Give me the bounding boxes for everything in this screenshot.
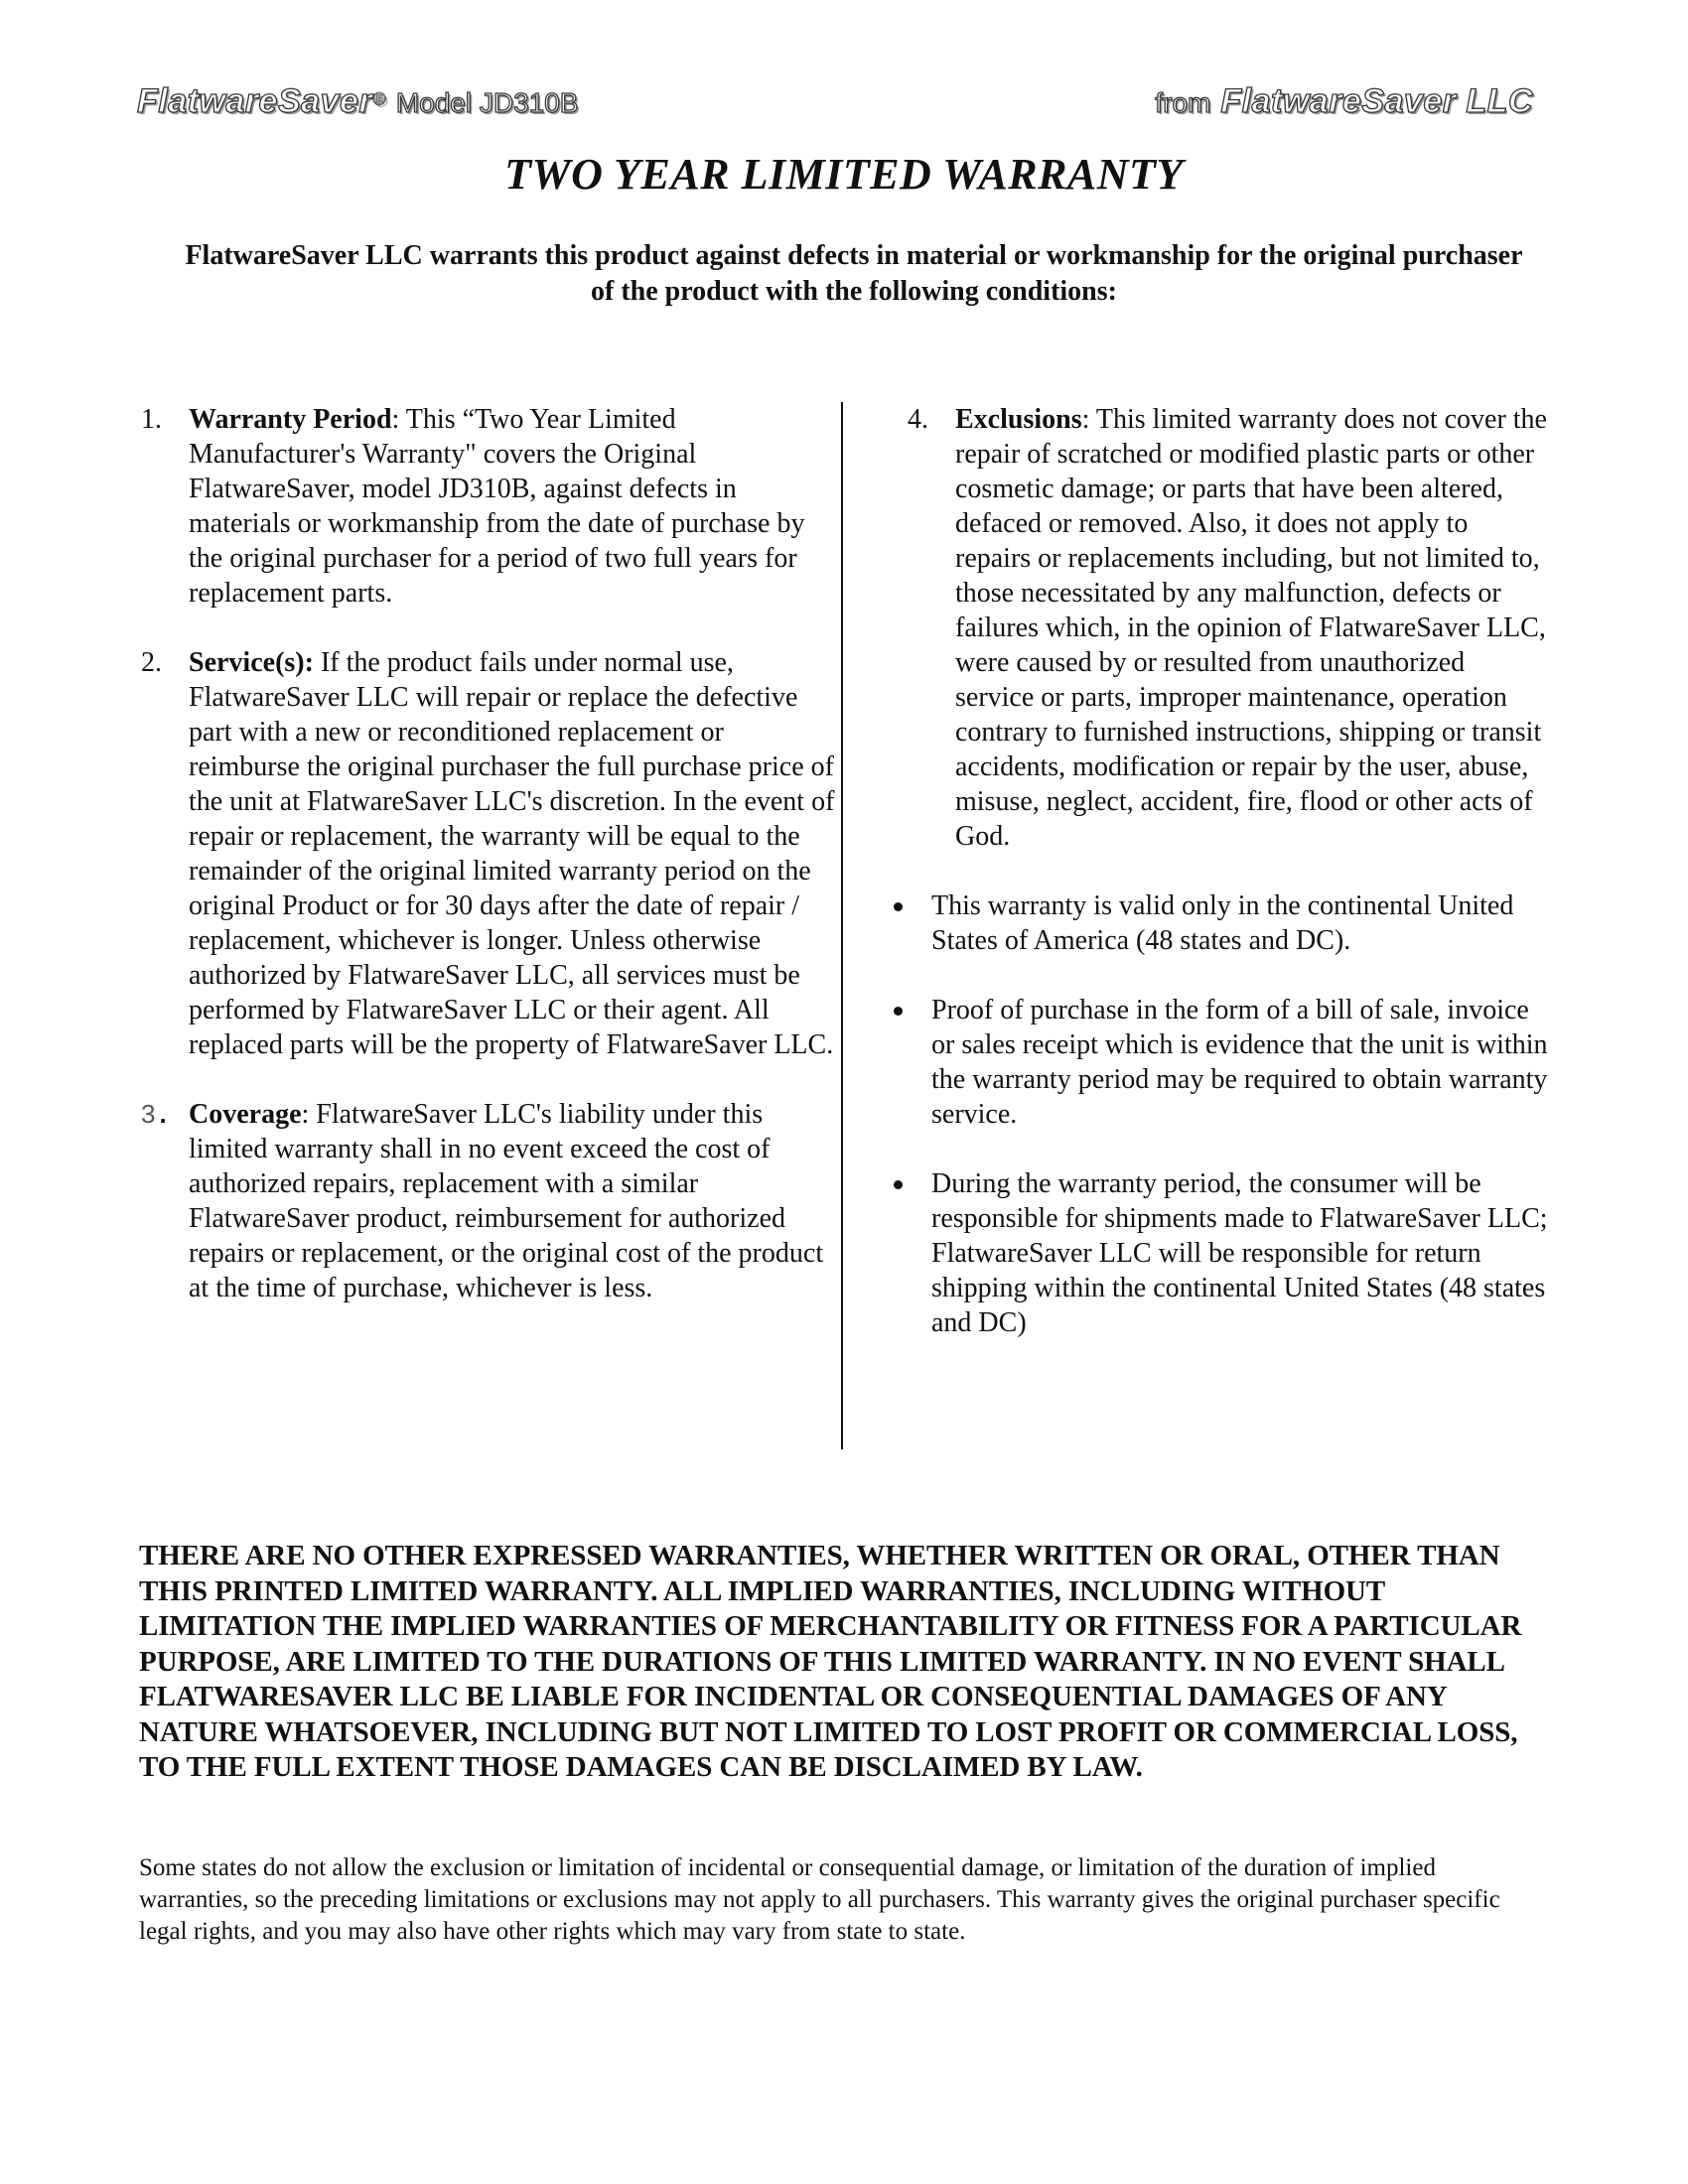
from-label: from	[1155, 87, 1211, 118]
column-divider	[841, 402, 843, 1449]
bullet-item-proof-of-purchase	[894, 993, 1549, 1132]
header-company	[1155, 81, 1533, 123]
header-brand-model	[137, 81, 578, 123]
item-label: Warranty Period	[189, 404, 392, 435]
item-label: Exclusions	[955, 404, 1082, 435]
bullet-text: Proof of purchase in the form of a bill of sale, invoice or sales receipt which is evidence that the unit is within the warranty period may be required to obtain warranty service.	[931, 995, 1548, 1130]
fine-print: Some states do not allow the exclusion or limitation of incidental or consequential damage, or limitation of the duration of implied warranties, so the preceding limitations or exclusions may not apply to all purchasers. This warranty gives the original purchaser specific legal rights, and you may also have other rights which may vary from state to state.	[139, 1854, 1500, 1945]
model-name: Model JD310B	[395, 87, 579, 118]
item-text: : This “Two Year Limited Manufacturer's Warranty" covers the Original FlatwareSaver, model JD310B, against defects in materials or workmanship from the date of purchase by the original purchaser for a period of two full years for replacement parts.	[189, 404, 805, 609]
condition-item-exclusions	[894, 402, 1549, 854]
item-number-period: .	[159, 1099, 171, 1129]
bullet-dot-icon	[894, 902, 903, 911]
item-number-digit: 3	[141, 1099, 160, 1129]
left-column	[141, 402, 836, 1340]
item-label: Service(s):	[189, 647, 314, 678]
item-label: Coverage	[189, 1099, 302, 1130]
condition-item-coverage	[141, 1097, 836, 1305]
item-number: 4.	[908, 404, 928, 435]
condition-item-warranty-period	[141, 402, 836, 611]
item-text: : FlatwareSaver LLC's liability under this limited warranty shall in no event exceed the cost of authorized repairs, replacement with a similar FlatwareSaver product, reimbursement for authorized repairs or replacement, or the original cost of the product at the time of purchase, whichever is less.	[189, 1099, 824, 1303]
item-number	[141, 1097, 171, 1132]
company-wordmark: FlatwareSaver LLC	[1220, 82, 1533, 120]
bullet-item-validity	[894, 888, 1549, 958]
bullet-text: During the warranty period, the consumer will be responsible for shipments made to FlatwareSaver LLC; FlatwareSaver LLC will be responsible for return shipping within the continental United States (48 states and DC)	[931, 1168, 1548, 1338]
page-title: TWO YEAR LIMITED WARRANTY	[504, 150, 1184, 199]
registered-mark: ®	[372, 89, 386, 109]
bullet-text: This warranty is valid only in the continental United States of America (48 states and DC).	[931, 890, 1514, 956]
bullet-dot-icon	[894, 1180, 903, 1189]
item-text: : This limited warranty does not cover the repair of scratched or modified plastic parts or other cosmetic damage; or parts that have been altered, defaced or removed. Also, it does not apply to repairs or replacements including, but not limited to, those necessitated by any malfunction, defects or failures which, in the opinion of FlatwareSaver LLC, were caused by or resulted from unauthorized service or parts, improper maintenance, operation contrary to furnished instructions, shipping or transit accidents, modification or repair by the user, abuse, misuse, neglect, accident, fire, flood or other acts of God.	[955, 404, 1547, 852]
item-text: If the product fails under normal use, FlatwareSaver LLC will repair or replace the defective part with a new or reconditioned replacement or reimburse the original purchaser the full purchase price of the unit at FlatwareSaver LLC's discretion. In the event of repair or replacement, the warranty will be equal to the remainder of the original limited warranty period on the original Product or for 30 days after the date of repair / replacement, whichever is longer. Unless otherwise authorized by FlatwareSaver LLC, all services must be performed by FlatwareSaver LLC or their agent. All replaced parts will be the property of FlatwareSaver LLC.	[189, 647, 835, 1060]
intro-statement: FlatwareSaver LLC warrants this product against defects in material or workmanship for the original purchaser of the product with the following conditions:	[185, 240, 1523, 307]
bullet-item-shipping	[894, 1166, 1549, 1340]
warranty-disclaimer: THERE ARE NO OTHER EXPRESSED WARRANTIES, WHETHER WRITTEN OR ORAL, OTHER THAN THIS PRINTED LIMITED WARRANTY. ALL IMPLIED WARRANTIES, INCLUDING WITHOUT LIMITATION THE IMPLIED WARRANTIES OF MERCHANTABILITY OR FITNESS FOR A PARTICULAR PURPOSE, ARE LIMITED TO THE DURATIONS OF THIS LIMITED WARRANTY. IN NO EVENT SHALL FLATWARESAVER LLC BE LIABLE FOR INCIDENTAL OR CONSEQUENTIAL DAMAGES OF ANY NATURE WHATSOEVER, INCLUDING BUT NOT LIMITED TO LOST PROFIT OR COMMERCIAL LOSS, TO THE FULL EXTENT THOSE DAMAGES CAN BE DISCLAIMED BY LAW.	[139, 1540, 1522, 1783]
right-column	[894, 402, 1549, 1375]
condition-item-services	[141, 645, 836, 1062]
item-number: 2.	[141, 647, 162, 678]
brand-wordmark: FlatwareSaver	[137, 82, 373, 120]
item-number: 1.	[141, 404, 162, 435]
bullet-dot-icon	[894, 1007, 903, 1016]
